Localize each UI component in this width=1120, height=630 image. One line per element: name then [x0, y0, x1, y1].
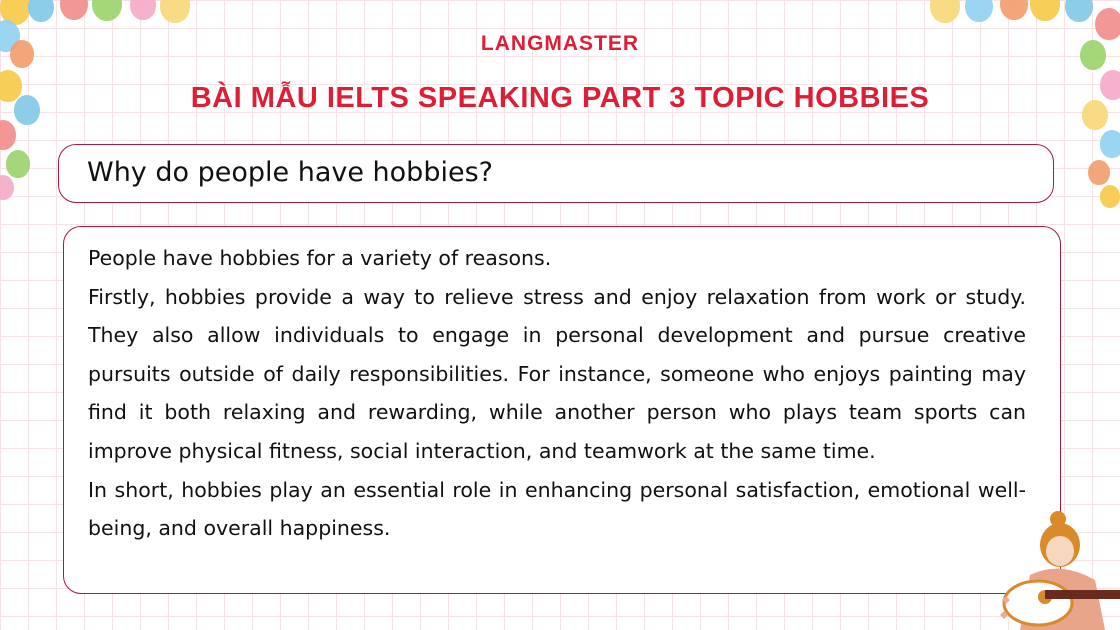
balloon-icon	[1100, 130, 1120, 158]
balloon-icon	[6, 150, 30, 178]
balloon-icon	[965, 0, 993, 22]
answer-box	[63, 226, 1061, 594]
girl-with-guitar-illustration	[990, 505, 1120, 630]
balloon-icon	[28, 0, 54, 22]
question-box	[58, 144, 1054, 203]
answer-paragraph: Firstly, hobbies provide a way to relieve stress and enjoy relaxation from work or study. They also allow individuals to engage in personal development and pursue creative pursuits outside of daily responsibilities. For instance, someone who enjoys painting may find it both relaxing and rewarding, while another person who plays team sports can improve physical fitness, social interaction, and teamwork at the same time.	[88, 284, 1026, 463]
balloon-icon	[130, 0, 156, 20]
balloon-icon	[1100, 185, 1120, 208]
balloon-icon	[0, 120, 16, 150]
question-text: Why do people have hobbies?	[87, 157, 493, 188]
brand-logo: LANGMASTER	[480, 32, 640, 55]
balloon-icon	[92, 0, 122, 21]
balloon-icon	[0, 175, 14, 200]
page-title: BÀI MẪU IELTS SPEAKING PART 3 TOPIC HOBBIES	[190, 82, 930, 114]
balloon-icon	[1030, 0, 1060, 21]
balloon-icon	[1000, 0, 1028, 20]
balloon-icon	[160, 0, 190, 23]
answer-paragraph: People have hobbies for a variety of reasons.	[88, 246, 552, 270]
answer-paragraph: In short, hobbies play an essential role in enhancing personal satisfaction, emotional well-being, and overall happiness.	[88, 477, 1026, 541]
balloon-icon	[930, 0, 960, 23]
balloon-icon	[1088, 160, 1110, 185]
balloon-icon	[60, 0, 88, 20]
balloon-icon	[1065, 0, 1093, 22]
